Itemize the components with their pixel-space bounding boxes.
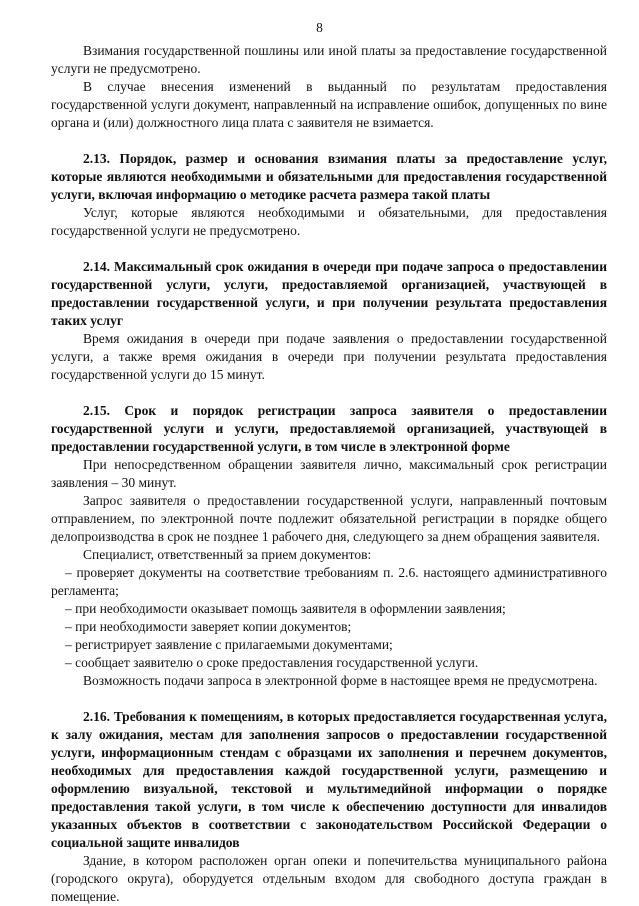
list-item: – регистрирует заявление с прилагаемыми документами; [65, 637, 393, 652]
section-heading-2-15: 2.15. Срок и порядок регистрации запроса заявителя о предоставлении государственной услуги и услуги, предоставляемой организацией, участвующей в предоставлении государственной услуги, в том числе в электронной форме [51, 403, 607, 454]
paragraph-specialist-duties: Специалист, ответственный за прием документов: [83, 547, 372, 562]
list-item: – сообщает заявителю о сроке предоставления государственной услуги. [65, 655, 479, 670]
section-heading-2-14: 2.14. Максимальный срок ожидания в очереди при подаче запроса о предоставлении государственной услуги, услуги, предоставляемой организацией, участвующей в предоставлении государственной услуги, и при получении результата предоставления таких услуг [51, 259, 607, 328]
paragraph-building-entrance: Здание, в котором расположен орган опеки и попечительства муниципального района (городского округа), оборудуется отдельным входом для свободного доступа граждан в помещение. [51, 853, 607, 904]
section-heading-2-13: 2.13. Порядок, размер и основания взимания платы за предоставление услуг, которые являются необходимыми и обязательными для предоставления государственной услуги, включая информацию о методике расчета размера такой платы [51, 151, 607, 202]
paragraph-registration-time: При непосредственном обращении заявителя лично, максимальный срок регистрации заявления – 30 минут. [51, 457, 607, 490]
section-heading-2-16: 2.16. Требования к помещениям, в которых предоставляется государственная услуга, к залу ожидания, местам для заполнения запросов о предоставлении государственной услуги, информационным стендам с образцами их заполнения и перечнем документов, необходимых для предоставления каждой государственной услуги, размещению и оформлению визуальной, текстовой и мультимедийной информации о порядке предоставления такой услуги, в том числе к обеспечению доступности для инвалидов указанных объектов в соответствии с законодательством Российской Федерации о социальной защите инвалидов [51, 709, 607, 850]
paragraph-electronic-submission: Возможность подачи запроса в электронной форме в настоящее время не предусмотрена. [83, 673, 598, 688]
paragraph-fee-not-charged: Взимания государственной пошлины или иной платы за предоставление государственной услуги не предусмотрено. [51, 43, 607, 76]
list-item: – при необходимости заверяет копии документов; [65, 619, 352, 634]
paragraph-corrections-no-fee: В случае внесения изменений в выданный по результатам предоставления государственной услуги документ, направленный на исправление ошибок, допущенных по вине органа и (или) должностного лица плата с заявителя не взимается. [51, 79, 607, 130]
paragraph-waiting-time: Время ожидания в очереди при подаче заявления о предоставлении государственной услуги, а также время ожидания в очереди при получении результата предоставления государственной услуги до 15 минут. [51, 331, 607, 382]
document-body [51, 42, 607, 906]
paragraph-postal-registration: Запрос заявителя о предоставлении государственной услуги, направленный почтовым отправлением, по электронной почте подлежит обязательной регистрации в порядке общего делопроизводства в срок не позднее 1 рабочего дня, следующего за днем обращения заявителя. [51, 493, 607, 544]
list-item: – проверяет документы на соответствие требованиям п. 2.6. настоящего административного регламента; [51, 565, 607, 598]
paragraph-no-required-services: Услуг, которые являются необходимыми и обязательными, для предоставления государственной услуги не предусмотрено. [51, 205, 607, 238]
page-number: 8 [316, 20, 323, 35]
list-item: – при необходимости оказывает помощь заявителя в оформлении заявления; [65, 601, 506, 616]
